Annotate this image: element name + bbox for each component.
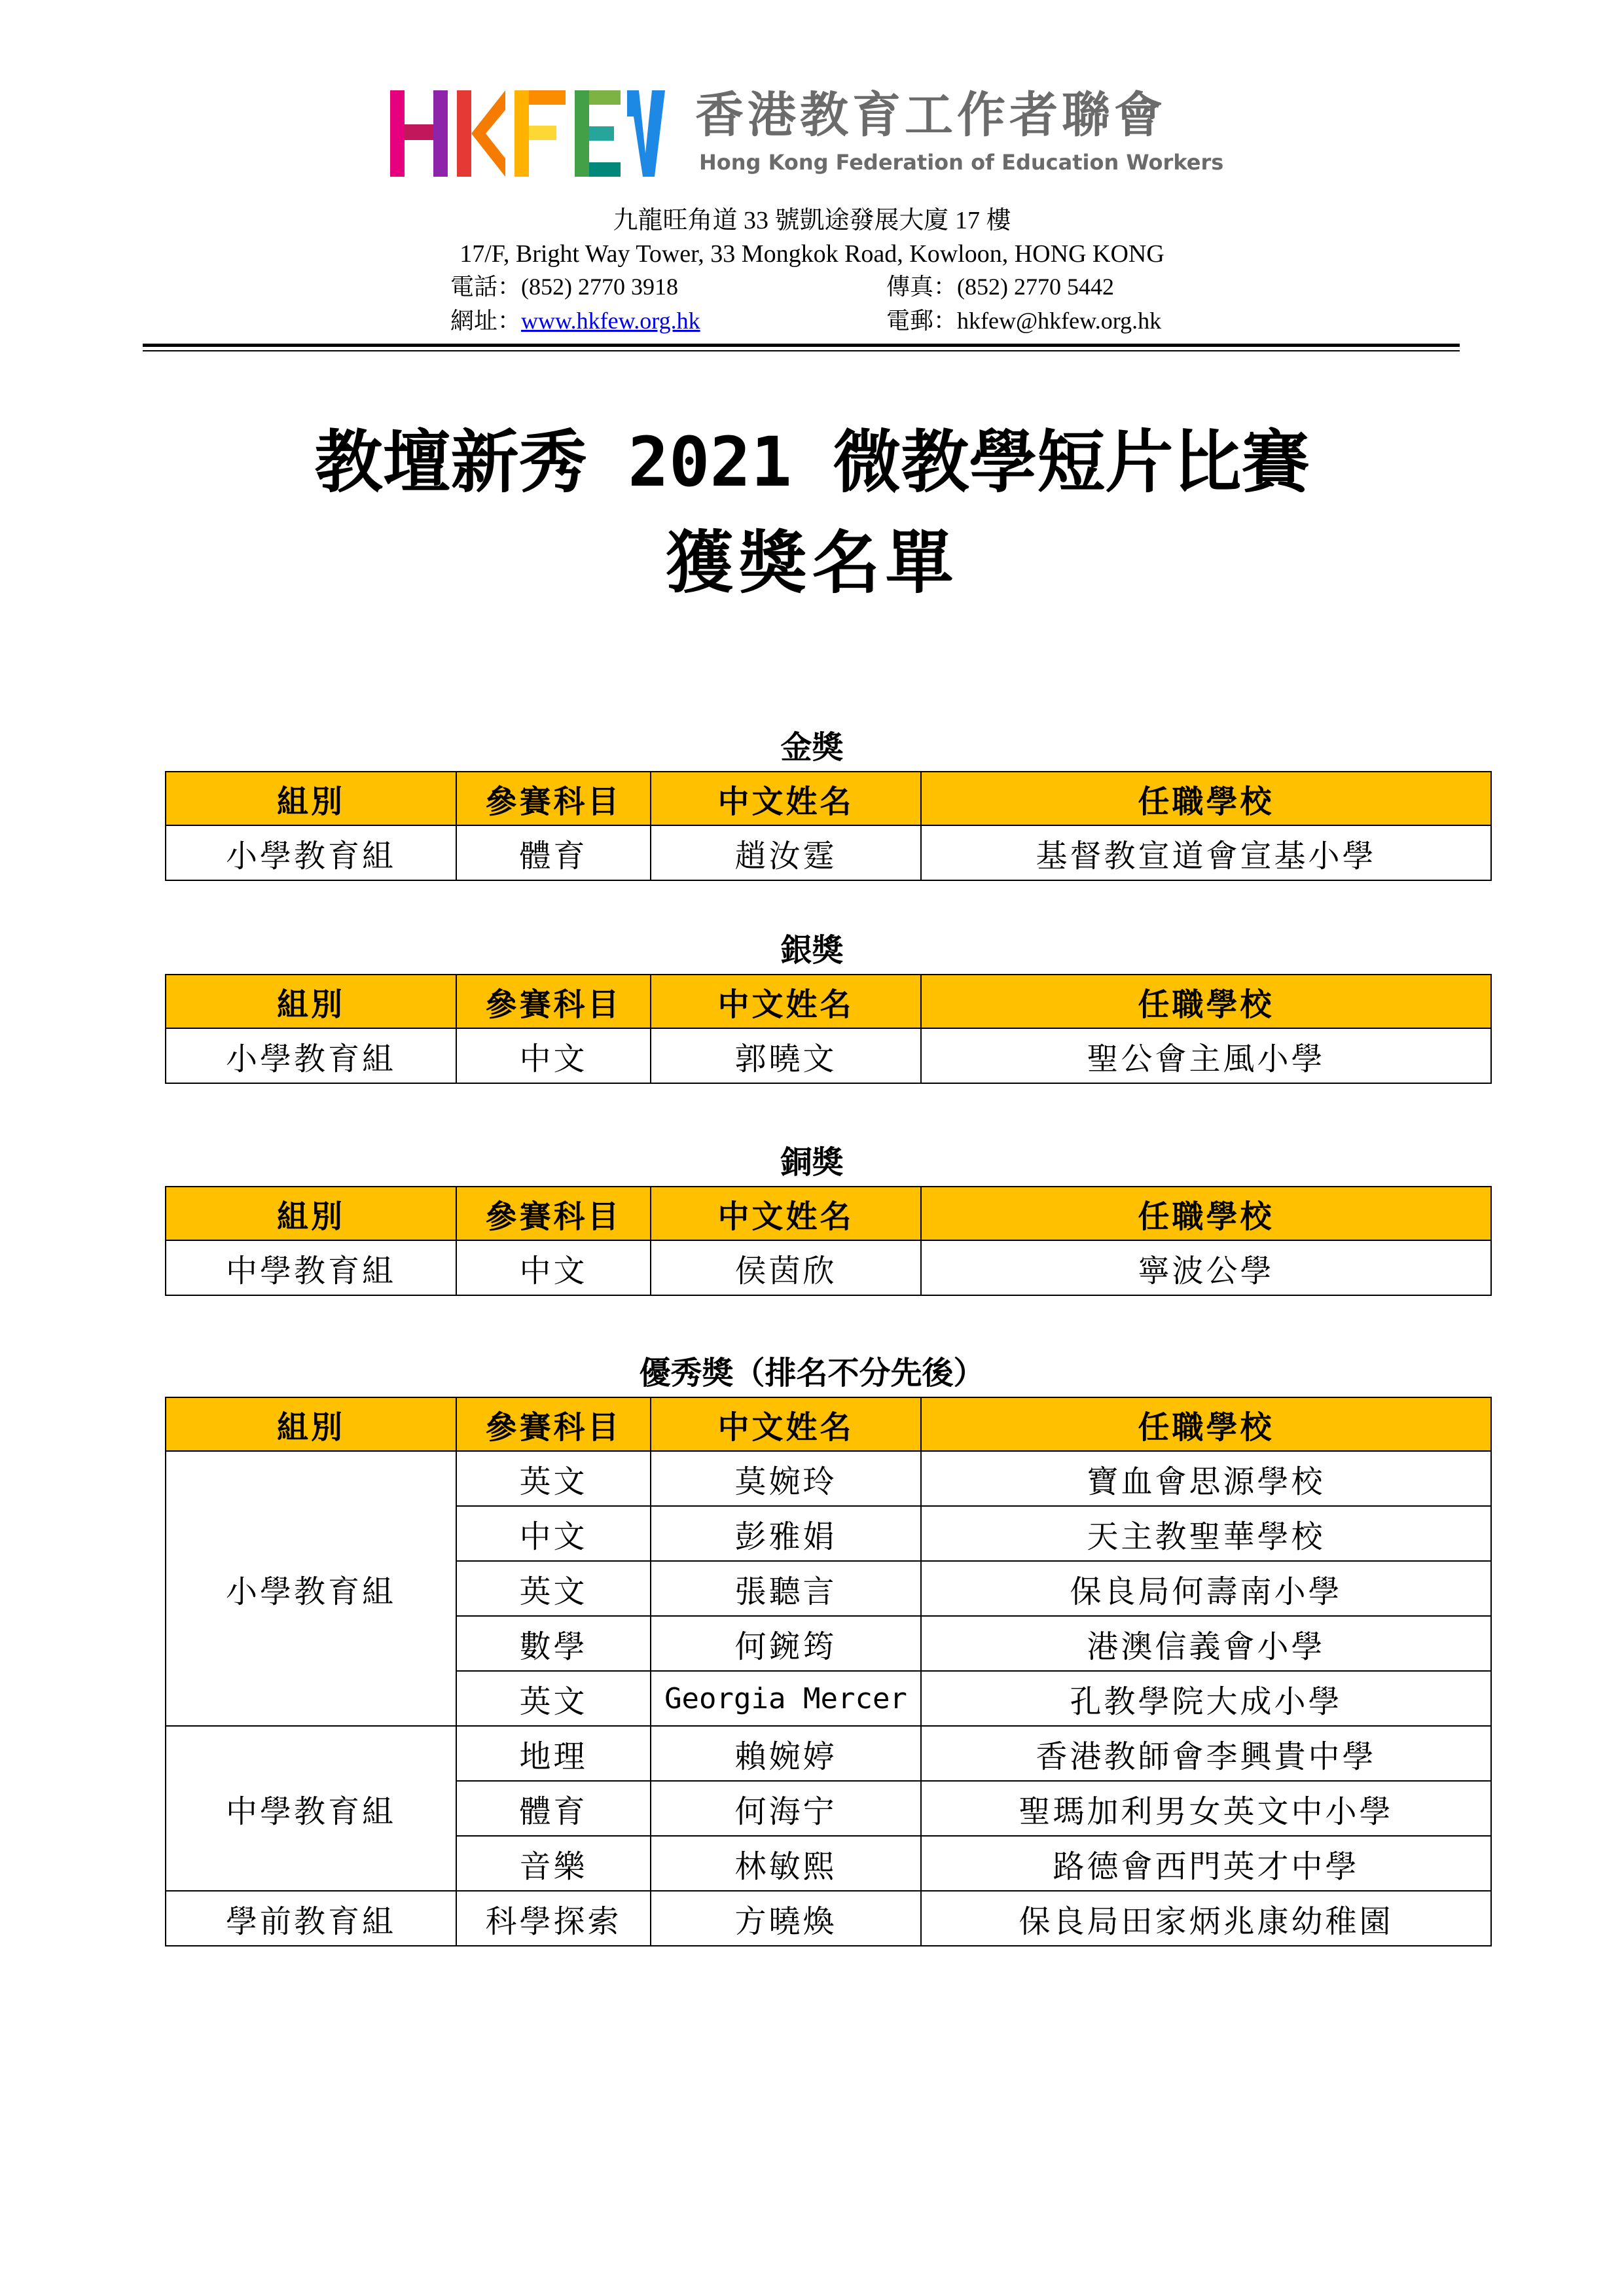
page-subtitle: 獲獎名單 bbox=[665, 523, 959, 603]
school-cell: 路德會西門英才中學 bbox=[921, 1836, 1491, 1891]
subject-cell: 體育 bbox=[456, 1781, 651, 1836]
subject-cell: 中文 bbox=[456, 1028, 651, 1083]
column-header-group: 組別 bbox=[166, 1397, 456, 1451]
column-header-subject: 參賽科目 bbox=[456, 772, 651, 825]
merit-award-table bbox=[165, 1397, 1492, 1946]
subject-cell: 地理 bbox=[456, 1726, 651, 1781]
table-row bbox=[166, 1726, 1491, 1781]
fax: 傳真：(852) 2770 5442 bbox=[886, 274, 1114, 300]
name-cell: 何海宁 bbox=[651, 1781, 921, 1836]
subject-cell: 數學 bbox=[456, 1616, 651, 1671]
table-row bbox=[166, 1240, 1491, 1295]
bronze-award-heading: 銅獎 bbox=[780, 1144, 844, 1181]
column-header-school: 任職學校 bbox=[921, 975, 1491, 1028]
column-header-name: 中文姓名 bbox=[651, 772, 921, 825]
merit-award-heading: 優秀獎（排名不分先後） bbox=[639, 1355, 985, 1391]
subject-cell: 英文 bbox=[456, 1561, 651, 1616]
school-cell: 保良局何壽南小學 bbox=[921, 1561, 1491, 1616]
school-cell: 香港教師會李興貴中學 bbox=[921, 1726, 1491, 1781]
name-cell: 郭曉文 bbox=[651, 1028, 921, 1083]
name-cell: 侯茵欣 bbox=[651, 1240, 921, 1295]
website bbox=[450, 305, 700, 336]
column-header-school: 任職學校 bbox=[921, 772, 1491, 825]
subject-cell: 中文 bbox=[456, 1240, 651, 1295]
silver-award-table bbox=[165, 974, 1492, 1084]
table-row bbox=[166, 1891, 1491, 1946]
website-link[interactable]: www.hkfew.org.hk bbox=[521, 308, 700, 334]
column-header-subject: 參賽科目 bbox=[456, 1187, 651, 1240]
column-header-name: 中文姓名 bbox=[651, 1397, 921, 1451]
name-cell: Georgia Mercer bbox=[651, 1671, 921, 1726]
website-label: 網址： bbox=[450, 308, 522, 334]
hkfew-logo bbox=[390, 90, 665, 177]
column-header-subject: 參賽科目 bbox=[456, 975, 651, 1028]
name-cell: 彭雅娟 bbox=[651, 1506, 921, 1561]
address-english: 17/F, Bright Way Tower, 33 Mongkok Road, Kowloon, HONG KONG bbox=[460, 240, 1164, 268]
school-cell: 天主教聖華學校 bbox=[921, 1506, 1491, 1561]
name-cell: 莫婉玲 bbox=[651, 1451, 921, 1506]
school-cell: 聖公會主風小學 bbox=[921, 1028, 1491, 1083]
column-header-name: 中文姓名 bbox=[651, 975, 921, 1028]
column-header-group: 組別 bbox=[166, 1187, 456, 1240]
school-cell: 港澳信義會小學 bbox=[921, 1616, 1491, 1671]
subject-cell: 科學探索 bbox=[456, 1891, 651, 1946]
school-cell: 聖瑪加利男女英文中小學 bbox=[921, 1781, 1491, 1836]
name-cell: 林敏熙 bbox=[651, 1836, 921, 1891]
organization-name-english: Hong Kong Federation of Education Workers bbox=[699, 150, 1224, 175]
table-header-row bbox=[166, 1397, 1491, 1451]
school-cell: 保良局田家炳兆康幼稚園 bbox=[921, 1891, 1491, 1946]
gold-award-table bbox=[165, 771, 1492, 881]
group-cell: 中學教育組 bbox=[166, 1240, 456, 1295]
gold-award-heading: 金獎 bbox=[780, 729, 844, 766]
name-cell: 方曉煥 bbox=[651, 1891, 921, 1946]
name-cell: 張聽言 bbox=[651, 1561, 921, 1616]
table-header-row bbox=[166, 1187, 1491, 1240]
email: 電郵：hkfew@hkfew.org.hk bbox=[886, 308, 1162, 334]
group-cell: 中學教育組 bbox=[166, 1726, 456, 1891]
subject-cell: 體育 bbox=[456, 825, 651, 880]
table-header-row bbox=[166, 975, 1491, 1028]
column-header-name: 中文姓名 bbox=[651, 1187, 921, 1240]
name-cell: 賴婉婷 bbox=[651, 1726, 921, 1781]
school-cell: 寶血會思源學校 bbox=[921, 1451, 1491, 1506]
bronze-award-table bbox=[165, 1186, 1492, 1296]
address-chinese: 九龍旺角道 33 號凱途發展大廈 17 樓 bbox=[613, 207, 1011, 234]
column-header-subject: 參賽科目 bbox=[456, 1397, 651, 1451]
subject-cell: 英文 bbox=[456, 1671, 651, 1726]
column-header-school: 任職學校 bbox=[921, 1187, 1491, 1240]
table-header-row bbox=[166, 772, 1491, 825]
organization-name-chinese: 香港教育工作者聯會 bbox=[695, 87, 1166, 143]
group-cell: 小學教育組 bbox=[166, 1451, 456, 1726]
table-row bbox=[166, 1028, 1491, 1083]
group-cell: 小學教育組 bbox=[166, 825, 456, 880]
letterhead-divider-thin bbox=[143, 350, 1460, 351]
name-cell: 何鋺筠 bbox=[651, 1616, 921, 1671]
group-cell: 小學教育組 bbox=[166, 1028, 456, 1083]
school-cell: 孔教學院大成小學 bbox=[921, 1671, 1491, 1726]
table-row bbox=[166, 1451, 1491, 1506]
page-title: 教壇新秀 2021 微教學短片比賽 bbox=[314, 422, 1310, 502]
school-cell: 寧波公學 bbox=[921, 1240, 1491, 1295]
subject-cell: 中文 bbox=[456, 1506, 651, 1561]
school-cell: 基督教宣道會宣基小學 bbox=[921, 825, 1491, 880]
column-header-group: 組別 bbox=[166, 975, 456, 1028]
group-cell: 學前教育組 bbox=[166, 1891, 456, 1946]
name-cell: 趙汝霆 bbox=[651, 825, 921, 880]
letterhead-divider-thick bbox=[143, 344, 1460, 347]
subject-cell: 英文 bbox=[456, 1451, 651, 1506]
column-header-school: 任職學校 bbox=[921, 1397, 1491, 1451]
column-header-group: 組別 bbox=[166, 772, 456, 825]
silver-award-heading: 銀獎 bbox=[780, 932, 844, 969]
table-row bbox=[166, 825, 1491, 880]
subject-cell: 音樂 bbox=[456, 1836, 651, 1891]
telephone: 電話：(852) 2770 3918 bbox=[450, 274, 678, 300]
